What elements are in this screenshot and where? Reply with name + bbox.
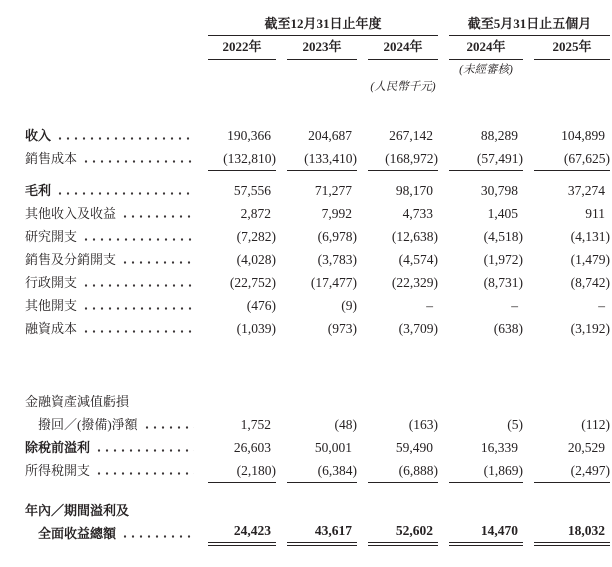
dot-leader [82, 160, 194, 163]
dot-leader [56, 137, 194, 140]
dot-leader [121, 261, 194, 264]
value-cell: (67,625) [534, 151, 610, 171]
row-label: 其他收入及收益 [25, 206, 117, 221]
value-cell: 43,617 [287, 523, 357, 546]
row-other-income-and-gains [25, 199, 612, 222]
value-cell: 204,687 [308, 128, 352, 143]
value-cell: 37,274 [567, 183, 605, 198]
value-cell: 24,423 [208, 523, 276, 546]
row-label: 銷售及分銷開支 [25, 252, 117, 267]
value-cell: (17,477) [310, 275, 357, 290]
period-group-annual: 截至12月31日止年度 [208, 13, 438, 36]
value-cell: 57,556 [233, 183, 271, 198]
row-other-expenses [25, 291, 612, 314]
dot-leader [95, 449, 194, 452]
spacer [25, 337, 612, 387]
row-total-comprehensive-income [25, 519, 612, 546]
row-label: 其他開支 [25, 298, 78, 313]
value-cell: (476) [246, 298, 276, 313]
dot-leader [82, 307, 194, 310]
row-selling-and-distribution-expenses [25, 245, 612, 268]
header-unaudited-row [25, 60, 612, 77]
value-cell: (638) [493, 321, 523, 336]
dot-leader [95, 472, 194, 475]
dot-leader [56, 192, 194, 195]
value-cell: (1,972) [483, 252, 523, 267]
value-cell: 104,899 [561, 128, 605, 143]
value-cell: (4,574) [398, 252, 438, 267]
row-label: 年內／期間溢利及 [25, 503, 130, 518]
value-cell: 30,798 [480, 183, 518, 198]
dot-leader [121, 215, 194, 218]
value-cell: 267,142 [389, 128, 433, 143]
header-currency-row [25, 77, 612, 94]
value-cell: 59,490 [395, 440, 433, 455]
row-label: 行政開支 [25, 275, 78, 290]
dot-leader [143, 426, 194, 429]
value-cell: (8,731) [483, 275, 523, 290]
value-cell: 1,405 [487, 206, 518, 221]
year-column-2024-5m: 2024年 [449, 36, 523, 60]
value-cell: (168,972) [368, 151, 438, 171]
dot-leader [82, 330, 194, 333]
value-cell: (22,329) [391, 275, 438, 290]
value-cell: (163) [408, 417, 438, 432]
row-impairment-losses-line1 [25, 387, 612, 410]
row-label: 收入 [25, 128, 52, 143]
dot-leader [82, 238, 194, 241]
value-cell: 190,366 [227, 128, 271, 143]
currency-note: (人民幣千元) [370, 81, 436, 93]
year-column-2024: 2024年 [368, 36, 438, 60]
value-cell: – [598, 298, 605, 313]
value-cell: (6,384) [287, 463, 357, 483]
value-cell: (9) [341, 298, 357, 313]
row-label: 研究開支 [25, 229, 78, 244]
row-label: 融資成本 [25, 321, 78, 336]
value-cell: (8,742) [570, 275, 610, 290]
value-cell: (57,491) [449, 151, 523, 171]
row-revenue [25, 121, 612, 144]
value-cell: (6,888) [368, 463, 438, 483]
value-cell: – [511, 298, 518, 313]
row-profit-before-tax [25, 433, 612, 456]
value-cell: 20,529 [567, 440, 605, 455]
value-cell: (12,638) [391, 229, 438, 244]
value-cell: 50,001 [314, 440, 352, 455]
row-label: 除稅前溢利 [25, 440, 91, 455]
year-column-2023: 2023年 [287, 36, 357, 60]
value-cell: (48) [334, 417, 357, 432]
value-cell: (22,752) [229, 275, 276, 290]
value-cell: 1,752 [240, 417, 271, 432]
value-cell: (3,783) [317, 252, 357, 267]
value-cell: (132,810) [208, 151, 276, 171]
row-total-profit-line1 [25, 496, 612, 519]
row-income-tax-expense [25, 456, 612, 483]
value-cell: (5) [507, 417, 523, 432]
value-cell: 7,992 [321, 206, 352, 221]
value-cell: (1,869) [449, 463, 523, 483]
value-cell: (2,180) [208, 463, 276, 483]
row-label: 毛利 [25, 183, 52, 198]
row-label: 撥回／(撥備)淨額 [38, 417, 138, 432]
value-cell: 88,289 [480, 128, 518, 143]
value-cell: (3,192) [570, 321, 610, 336]
row-label: 銷售成本 [25, 151, 78, 166]
header-years [25, 36, 612, 60]
value-cell: (4,131) [570, 229, 610, 244]
row-impairment-reversal-net [25, 410, 612, 433]
value-cell: (7,282) [236, 229, 276, 244]
row-cost-of-sales [25, 144, 612, 171]
value-cell: – [426, 298, 433, 313]
header-period-groups [25, 12, 612, 36]
year-column-2025: 2025年 [534, 36, 610, 60]
row-gross-profit [25, 171, 612, 199]
year-column-2022: 2022年 [208, 36, 276, 60]
value-cell: 71,277 [314, 183, 352, 198]
dot-leader [82, 284, 194, 287]
row-finance-costs [25, 314, 612, 337]
row-label: 全面收益總額 [38, 526, 117, 541]
value-cell: (973) [327, 321, 357, 336]
value-cell: (112) [581, 417, 610, 432]
spacer [25, 483, 612, 496]
value-cell: 26,603 [233, 440, 271, 455]
row-label: 所得稅開支 [25, 463, 91, 478]
value-cell: (6,978) [317, 229, 357, 244]
value-cell: 18,032 [534, 523, 610, 546]
value-cell: 2,872 [240, 206, 271, 221]
row-research-expenses [25, 222, 612, 245]
value-cell: (4,518) [483, 229, 523, 244]
dot-leader [121, 535, 194, 538]
spacer [25, 94, 612, 121]
period-group-five-months: 截至5月31日止五個月 [449, 13, 610, 36]
value-cell: 98,170 [395, 183, 433, 198]
value-cell: (3,709) [398, 321, 438, 336]
value-cell: (4,028) [236, 252, 276, 267]
value-cell: 4,733 [402, 206, 433, 221]
value-cell: 911 [585, 206, 605, 221]
unaudited-note: (未經審核) [459, 64, 513, 76]
value-cell: (1,479) [570, 252, 610, 267]
value-cell: 14,470 [449, 523, 523, 546]
value-cell: (133,410) [287, 151, 357, 171]
value-cell: (1,039) [236, 321, 276, 336]
value-cell: (2,497) [534, 463, 610, 483]
value-cell: 52,602 [368, 523, 438, 546]
value-cell: 16,339 [480, 440, 518, 455]
row-label: 金融資產減值虧損 [25, 394, 130, 409]
row-administrative-expenses [25, 268, 612, 291]
